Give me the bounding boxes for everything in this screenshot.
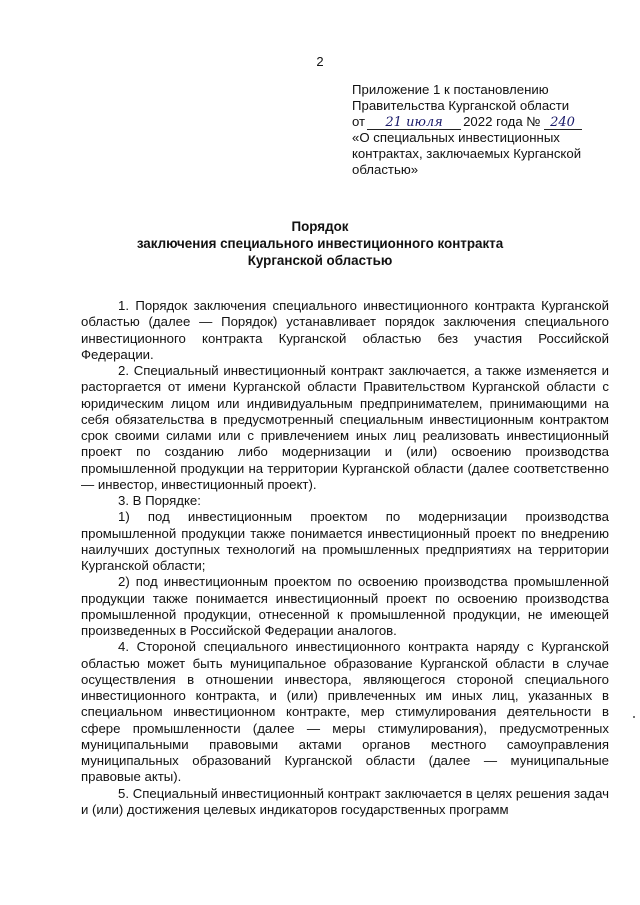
appendix-line-2: Правительства Курганской области — [352, 98, 570, 113]
paragraph-5: 5. Специальный инвестиционный контракт заключается в целях решения задач и (или) достижения целевых индикаторов государственных программ — [81, 785, 609, 817]
handwritten-date: 21 июля — [367, 117, 461, 130]
margin-dot — [633, 716, 635, 718]
document-body — [81, 298, 609, 818]
appendix-line-5: контрактах, заключаемых Курганской — [352, 146, 582, 161]
handwritten-number: 240 — [544, 117, 582, 130]
appendix-line-6: областью» — [352, 162, 419, 177]
page-number: 2 — [316, 54, 324, 69]
appendix-date-line — [352, 114, 620, 130]
paragraph-3-item-1: 1) под инвестиционным проектом по модернизации производства промышленной продукции также понимается инвестиционный проект по внедрению наилучших доступных технологий на промышленных предприятиях на территории Курганской области; — [81, 509, 609, 573]
paragraph-1: 1. Порядок заключения специального инвестиционного контракта Курганской областью (далее — Порядок) устанавливает порядок заключения специального инвестиционного контракта Курганской областью без участия Российской Федерации. — [81, 298, 609, 362]
appendix-line-4: «О специальных инвестиционных — [352, 130, 560, 145]
appendix-line-1: Приложение 1 к постановлению — [352, 82, 549, 97]
paragraph-3: 3. В Порядке: — [118, 493, 201, 508]
title-line-3: Курганской областью — [247, 253, 393, 268]
paragraph-2: 2. Специальный инвестиционный контракт заключается, а также изменяется и расторгается от имени Курганской области Правительством Курганской области с юридическим лицом или индивидуальным предпринимателем, принимающими на себя обязательства в предусмотренный специальным инвестиционным контрактом срок своими силами или с привлечением иных лиц реализовать инвестиционный проект по созданию либо модернизации и (или) освоению производства промышленной продукции на территории Курганской области (далее соответственно — инвестор, инвестиционный проект). — [81, 363, 609, 492]
paragraph-4: 4. Стороной специального инвестиционного контракта наряду с Курганской областью может быть муниципальное образование Курганской области в случае осуществления в отношении инвестора, являющегося стороной специального инвестиционного контракта, и (или) привлеченных им иных лиц, указанных в специальном инвестиционном контракте, мер стимулирования деятельности в сфере промышленности (далее — меры стимулирования), предусмотренных муниципальными правовыми актами органов местного самоуправления муниципальных образований Курганской области (далее — муниципальные правовые акты). — [81, 639, 609, 785]
year-text: 2022 года № — [463, 114, 541, 129]
date-prefix: от — [352, 114, 366, 129]
title-line-1: Порядок — [291, 219, 349, 234]
appendix-header — [352, 82, 620, 178]
paragraph-3-item-2: 2) под инвестиционным проектом по освоению производства промышленной продукции также понимается инвестиционный проект по освоению производства промышленной продукции, отнесенной к промышленной продукции, не имеющей произведенных в Российской Федерации аналогов. — [81, 574, 609, 638]
title-line-2: заключения специального инвестиционного контракта — [136, 236, 504, 251]
document-title — [0, 218, 640, 269]
